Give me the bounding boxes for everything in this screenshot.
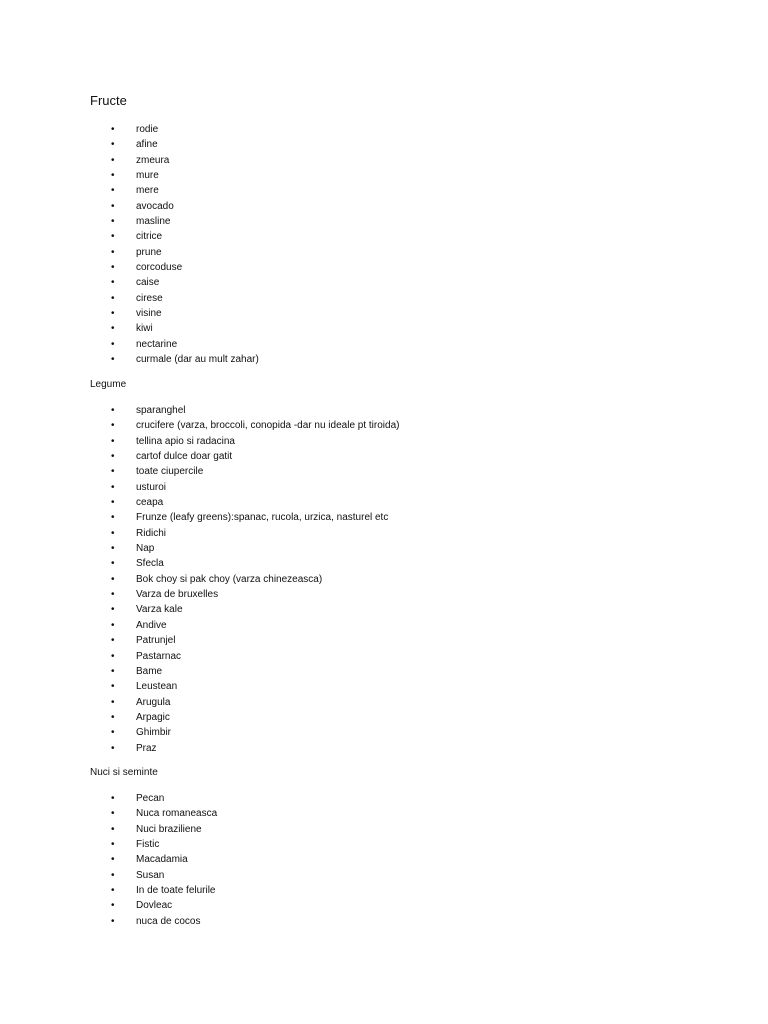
bullet-icon: • xyxy=(111,681,115,693)
list-item-text: usturoi xyxy=(136,481,167,493)
bullet-icon: • xyxy=(111,308,115,320)
bullet-icon: • xyxy=(111,497,115,509)
list-item-text: prune xyxy=(136,246,162,258)
list-item-text: zmeura xyxy=(136,154,170,166)
bullet-icon: • xyxy=(111,451,115,463)
list-item-text: nectarine xyxy=(136,338,178,350)
bullet-icon: • xyxy=(111,466,115,478)
bullet-icon: • xyxy=(111,139,115,151)
bullet-icon: • xyxy=(111,154,115,166)
list-item-text: Fistic xyxy=(136,839,160,851)
list-item-text: Varza de bruxelles xyxy=(136,589,219,601)
bullet-icon: • xyxy=(111,405,115,416)
bullet-icon: • xyxy=(111,262,115,274)
list-item-text: crucifere (varza, broccoli, conopida -dar nu ideale pt tiroida) xyxy=(136,420,400,432)
list-item-text: nuca de cocos xyxy=(136,915,201,927)
list-item-text: mure xyxy=(136,170,159,182)
bullet-icon: • xyxy=(111,696,115,708)
list-item-text: ceapa xyxy=(136,497,164,509)
bullet-icon: • xyxy=(111,170,115,182)
bullet-icon: • xyxy=(111,543,115,555)
bullet-icon: • xyxy=(111,216,115,228)
list-item-text: Bok choy si pak choy (varza chinezeasca) xyxy=(136,573,323,585)
bullet-icon: • xyxy=(111,573,115,585)
list-item-text: Dovleac xyxy=(136,900,173,912)
bullet-icon: • xyxy=(111,185,115,197)
list-item-text: tellina apio si radacina xyxy=(136,435,235,447)
section-title-fructe: Fructe xyxy=(90,93,127,108)
list-item-text: Sfecla xyxy=(136,558,164,570)
list-item-text: citrice xyxy=(136,231,163,243)
bullet-icon: • xyxy=(111,665,115,677)
list-item-text: corcoduse xyxy=(136,262,183,274)
bullet-icon: • xyxy=(111,823,115,835)
bullet-icon: • xyxy=(111,635,115,647)
bullet-icon: • xyxy=(111,512,115,524)
bullet-icon: • xyxy=(111,604,115,616)
list-item-text: Varza kale xyxy=(136,604,183,616)
list-item-text: In de toate felurile xyxy=(136,885,216,897)
list-item-text: sparanghel xyxy=(136,405,186,416)
list-item-text: Arugula xyxy=(136,696,171,708)
bullet-icon: • xyxy=(111,869,115,881)
list-item-text: masline xyxy=(136,216,171,228)
list-item-text: Nuci braziliene xyxy=(136,823,202,835)
list-item-text: Pastarnac xyxy=(136,650,182,662)
list-item-text: Pecan xyxy=(136,793,165,804)
list-item-text: toate ciupercile xyxy=(136,466,204,478)
bullet-icon: • xyxy=(111,246,115,258)
bullet-icon: • xyxy=(111,124,115,135)
list-item-text: visine xyxy=(136,308,162,320)
list-item-text: kiwi xyxy=(136,323,153,335)
section-title-legume: Legume xyxy=(90,379,127,390)
list-item-text: cirese xyxy=(136,292,163,304)
bullet-icon: • xyxy=(111,481,115,493)
bullet-icon: • xyxy=(111,323,115,335)
bullet-icon: • xyxy=(111,277,115,289)
list-item-text: Ridichi xyxy=(136,527,167,539)
bullet-icon: • xyxy=(111,338,115,350)
list-item-text: Macadamia xyxy=(136,854,188,866)
bullet-icon: • xyxy=(111,650,115,662)
bullet-icon: • xyxy=(111,619,115,631)
bullet-icon: • xyxy=(111,885,115,897)
bullet-icon: • xyxy=(111,727,115,739)
list-item-text: Susan xyxy=(136,869,165,881)
list-item-text: curmale (dar au mult zahar) xyxy=(136,354,259,366)
bullet-icon: • xyxy=(111,527,115,539)
list-item-text: afine xyxy=(136,139,158,151)
bullet-icon: • xyxy=(111,742,115,754)
list-item-text: caise xyxy=(136,277,160,289)
bullet-icon: • xyxy=(111,900,115,912)
bullet-icon: • xyxy=(111,915,115,927)
bullet-icon: • xyxy=(111,711,115,723)
list-item-text: rodie xyxy=(136,124,159,135)
list-item-text: Arpagic xyxy=(136,711,170,723)
bullet-icon: • xyxy=(111,420,115,432)
list-item-text: Bame xyxy=(136,665,163,677)
list-item-text: Nuca romaneasca xyxy=(136,808,218,820)
section-title-nuci: Nuci si seminte xyxy=(90,767,158,778)
bullet-icon: • xyxy=(111,793,115,804)
bullet-icon: • xyxy=(111,589,115,601)
bullet-icon: • xyxy=(111,354,115,366)
list-item-text: avocado xyxy=(136,200,174,212)
bullet-icon: • xyxy=(111,231,115,243)
list-item-text: Andive xyxy=(136,619,167,631)
bullet-icon: • xyxy=(111,435,115,447)
bullet-icon: • xyxy=(111,558,115,570)
list-item-text: cartof dulce doar gatit xyxy=(136,451,233,463)
bullet-icon: • xyxy=(111,292,115,304)
bullet-icon: • xyxy=(111,808,115,820)
list-item-text: Frunze (leafy greens):spanac, rucola, urzica, nasturel etc xyxy=(136,512,389,524)
list-item-text: Nap xyxy=(136,543,155,555)
list-item-text: Leustean xyxy=(136,681,178,693)
list-item-text: Praz xyxy=(136,742,157,754)
bullet-icon: • xyxy=(111,854,115,866)
list-item-text: mere xyxy=(136,185,159,197)
list-item-text: Patrunjel xyxy=(136,635,176,647)
bullet-icon: • xyxy=(111,200,115,212)
bullet-icon: • xyxy=(111,839,115,851)
list-item-text: Ghimbir xyxy=(136,727,172,739)
